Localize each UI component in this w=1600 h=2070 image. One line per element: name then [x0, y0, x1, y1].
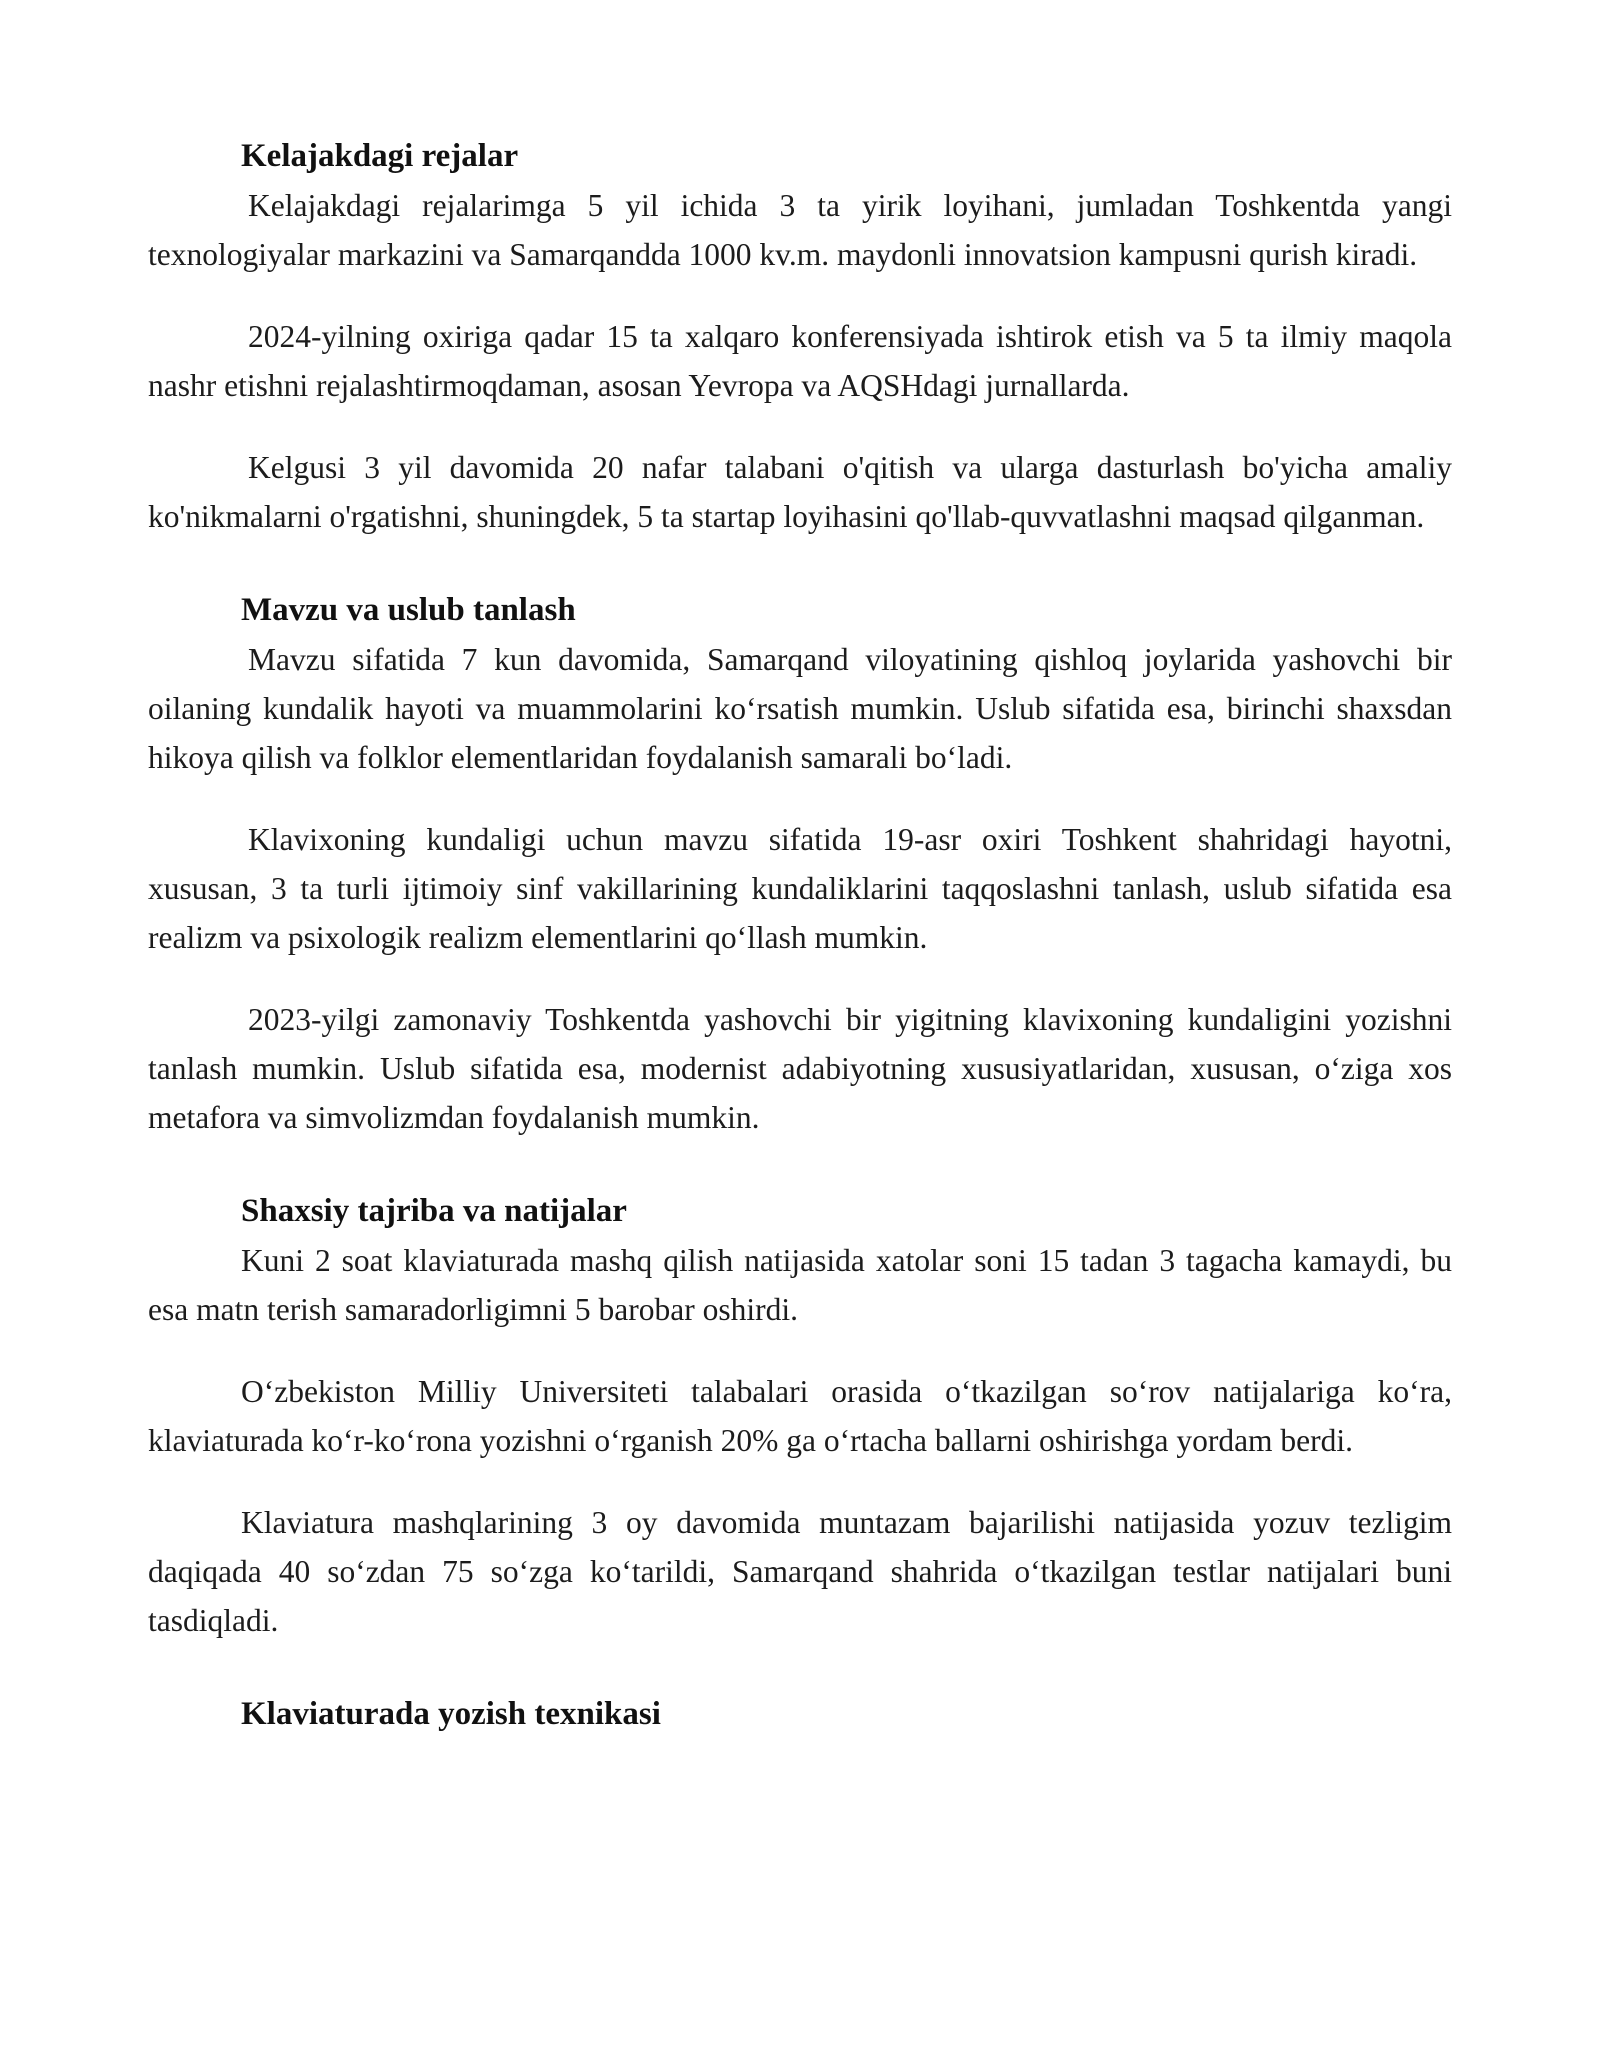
paragraph: Klaviatura mashqlarining 3 oy davomida muntazam bajarilishi natijasida yozuv tezligim daqiqada 40 soʻzdan 75 soʻzga koʻtarildi, Samarqand shahrida oʻtkazilgan testlar natijalari buni tasdiqladi.: [148, 1505, 1452, 1638]
section-future-plans: [148, 132, 1452, 541]
paragraph: 2023-yilgi zamonaviy Toshkentda yashovchi bir yigitning klavixoning kundaligini yozishni tanlash mumkin. Uslub sifatida esa, modernist adabiyotning xususiyatlaridan, xususan, oʻziga xos metafora va simvolizmdan foydalanish mumkin.: [148, 1002, 1452, 1135]
section-personal-experience: [148, 1187, 1452, 1645]
section-heading: Kelajakdagi rejalar: [241, 138, 519, 174]
paragraph: Kuni 2 soat klaviaturada mashq qilish natijasida xatolar soni 15 tadan 3 tagacha kamaydi, bu esa matn terish samaradorligimni 5 barobar oshirdi.: [148, 1243, 1452, 1327]
section-heading: Shaxsiy tajriba va natijalar: [241, 1193, 627, 1229]
paragraph: Mavzu sifatida 7 kun davomida, Samarqand viloyatining qishloq joylarida yashovchi bir oilaning kundalik hayoti va muammolarini koʻrsatish mumkin. Uslub sifatida esa, birinchi shaxsdan hikoya qilish va folklor elementlaridan foydalanish samarali boʻladi.: [148, 642, 1452, 775]
document-page: [148, 132, 1452, 1739]
paragraph: 2024-yilning oxiriga qadar 15 ta xalqaro konferensiyada ishtirok etish va 5 ta ilmiy maqola nashr etishni rejalashtirmoqdaman, asosan Yevropa va AQSHdagi jurnallarda.: [148, 319, 1452, 403]
section-heading: Mavzu va uslub tanlash: [241, 592, 576, 628]
paragraph: Kelgusi 3 yil davomida 20 nafar talabani o'qitish va ularga dasturlash bo'yicha amaliy ko'nikmalarni o'rgatishni, shuningdek, 5 ta startap loyihasini qo'llab-quvvatlashni maqsad qilganman.: [148, 450, 1452, 534]
section-typing-technique: [148, 1690, 1452, 1739]
section-heading: Klaviaturada yozish texnikasi: [241, 1696, 661, 1732]
paragraph: Klavixoning kundaligi uchun mavzu sifatida 19-asr oxiri Toshkent shahridagi hayotni, xususan, 3 ta turli ijtimoiy sinf vakillarining kundaliklarini taqqoslashni tanlash, uslub sifatida esa realizm va psixologik realizm elementlarini qoʻllash mumkin.: [148, 822, 1452, 955]
paragraph: Oʻzbekiston Milliy Universiteti talabalari orasida oʻtkazilgan soʻrov natijalariga koʻra, klaviaturada koʻr-koʻrona yozishni oʻrganish 20% ga oʻrtacha ballarni oshirishga yordam berdi.: [148, 1374, 1452, 1458]
paragraph: Kelajakdagi rejalarimga 5 yil ichida 3 ta yirik loyihani, jumladan Toshkentda yangi texnologiyalar markazini va Samarqandda 1000 kv.m. maydonli innovatsion kampusni qurish kiradi.: [148, 188, 1452, 272]
section-topic-style: [148, 586, 1452, 1142]
